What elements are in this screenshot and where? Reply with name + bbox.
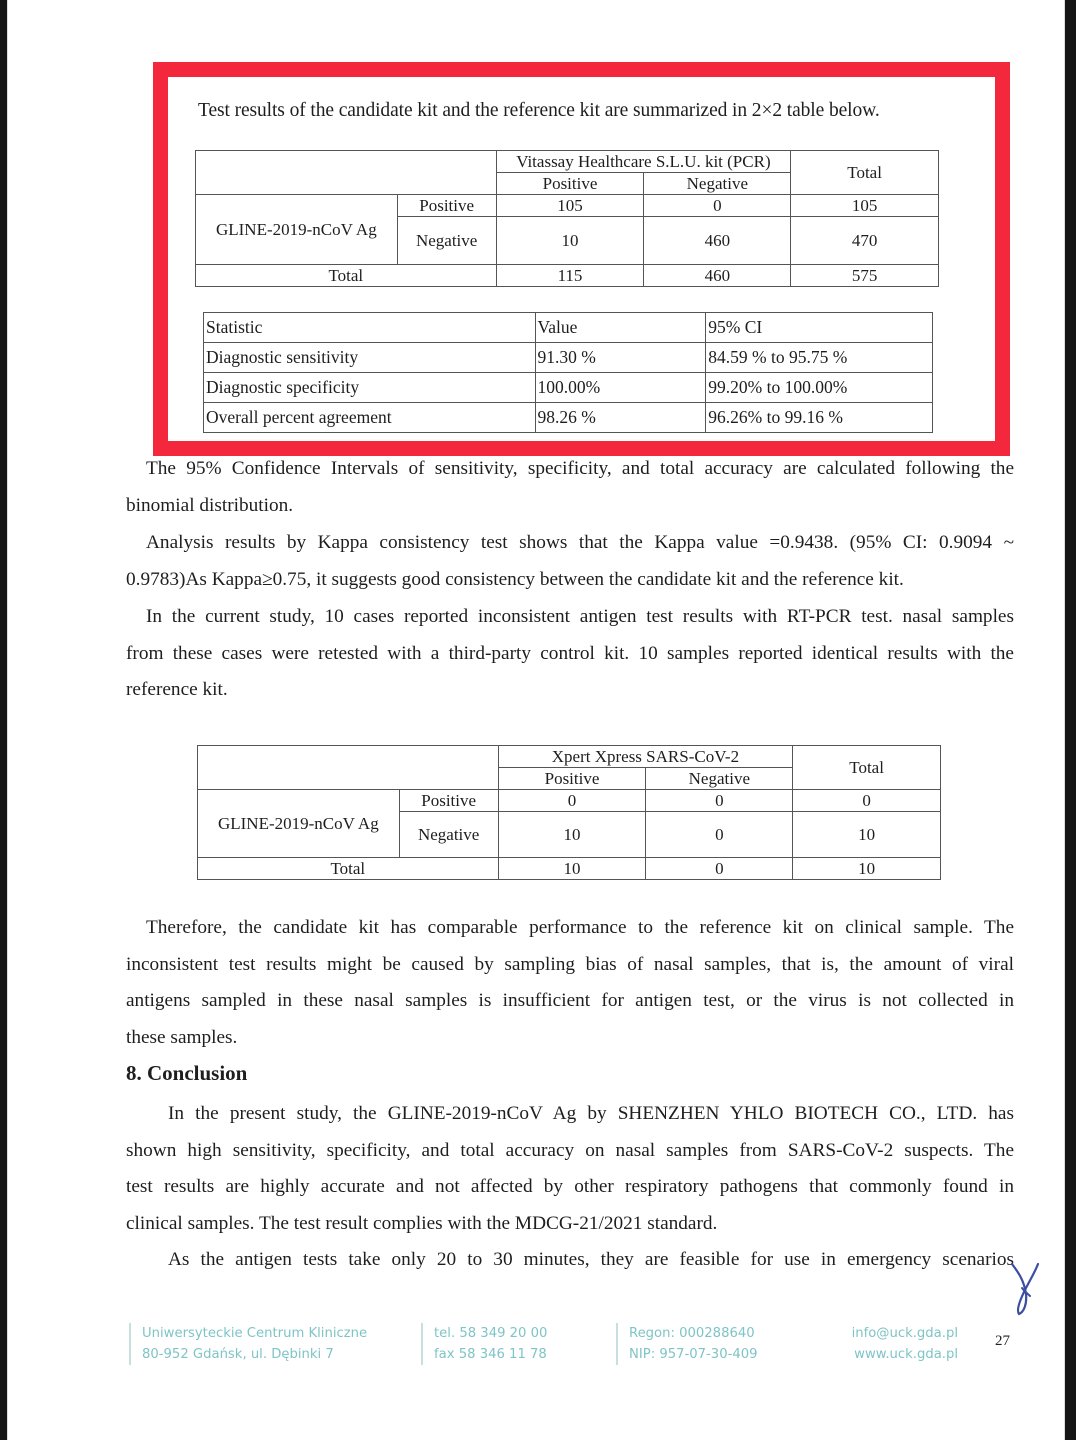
col-positive-header: Positive (496, 173, 644, 195)
text-line: clinical samples. The test result complies with the MDCG-21/2021 standard. (126, 1212, 718, 1234)
footer-fax: fax 58 346 11 78 (434, 1347, 547, 1362)
stats-header-statistic: Statistic (204, 313, 536, 343)
text-line: from these cases were retested with a third-party control kit. 10 samples reported identical results with the (126, 642, 1014, 664)
text-line: these samples. (126, 1026, 238, 1048)
paragraph-ci (126, 451, 1014, 524)
screen-edge-right (1065, 0, 1076, 1440)
cell-pos-neg: 0 (646, 790, 793, 812)
cell-pos-total: 0 (793, 790, 941, 812)
text-line: inconsistent test results might be caused by sampling bias of nasal samples, that is, the amount of viral (126, 953, 1014, 975)
page-edge-left (7, 0, 8, 1440)
stat-name: Overall percent agreement (204, 403, 536, 433)
row-total-label: Total (196, 265, 497, 287)
stat-value: 98.26 % (535, 403, 706, 433)
stats-header-row (204, 313, 933, 343)
page-number: 27 (995, 1333, 1010, 1349)
paragraph-therefore (126, 910, 1014, 1056)
text-line: shown high sensitivity, specificity, and total accuracy on nasal samples from SARS-CoV-2 suspects. The (126, 1139, 1014, 1161)
row-negative-label: Negative (397, 217, 496, 265)
reference-kit-header: Vitassay Healthcare S.L.U. kit (PCR) (496, 151, 791, 173)
text-line: binomial distribution. (126, 494, 294, 516)
statistics-table (203, 312, 933, 433)
cell-neg-total: 10 (793, 812, 941, 858)
cell-total-pos: 115 (496, 265, 644, 287)
stat-ci: 96.26% to 99.16 % (706, 403, 933, 433)
stat-value: 100.00% (535, 373, 706, 403)
text-line: test results are highly accurate and not affected by other respiratory pathogens that commonly found in (126, 1176, 1014, 1197)
empty-header-cell (196, 151, 497, 195)
stats-header-ci: 95% CI (706, 313, 933, 343)
cell-neg-total: 470 (791, 217, 939, 265)
text-line: Analysis results by Kappa consistency test shows that the Kappa value =0.9438. (95% CI: 0.9094 ~ (146, 532, 1014, 553)
text-line: reference kit. (126, 679, 228, 700)
col-negative-header: Negative (646, 768, 793, 790)
contingency-table-xpert (197, 745, 941, 880)
screen-edge-left (0, 0, 7, 1440)
footer-tel: tel. 58 349 20 00 (434, 1326, 548, 1341)
empty-header-cell (198, 746, 499, 790)
footer-email-link[interactable]: info@uck.gda.pl (851, 1326, 958, 1341)
table-row (204, 373, 933, 403)
footer-online (840, 1323, 958, 1365)
footer-contact (421, 1323, 547, 1365)
text-line: antigens sampled in these nasal samples is insufficient for antigen test, or the virus is not collected in (126, 990, 1014, 1011)
footer-registration (616, 1323, 758, 1365)
cell-total-pos: 10 (498, 858, 646, 880)
contingency-table-pcr (195, 150, 939, 287)
row-positive-label: Positive (399, 790, 498, 812)
row-negative-label: Negative (399, 812, 498, 858)
footer-org-name: Uniwersyteckie Centrum Kliniczne (142, 1326, 368, 1341)
text-line: As the antigen tests take only 20 to 30 minutes, they are feasible for use in emergency scenarios (168, 1249, 1014, 1270)
cell-neg-pos: 10 (496, 217, 644, 265)
stat-ci: 99.20% to 100.00% (706, 373, 933, 403)
table-row (204, 403, 933, 433)
col-positive-header: Positive (498, 768, 646, 790)
candidate-kit-label: GLINE-2019-nCoV Ag (196, 195, 398, 265)
text-line: In the current study, 10 cases reported inconsistent antigen test results with RT-PCR test. nasal samples (146, 606, 1014, 627)
cell-neg-neg: 0 (646, 812, 793, 858)
table-row (204, 343, 933, 373)
text-line: 0.9783)As Kappa≥0.75, it suggests good consistency between the candidate kit and the reference kit. (126, 568, 904, 590)
intro-text: Test results of the candidate kit and the reference kit are summarized in 2×2 table below. (198, 100, 880, 121)
cell-neg-pos: 10 (498, 812, 646, 858)
cell-total-neg: 460 (644, 265, 791, 287)
cell-pos-pos: 0 (498, 790, 646, 812)
handwritten-signature-icon (1008, 1258, 1042, 1318)
stat-value: 91.30 % (535, 343, 706, 373)
row-total-label: Total (198, 858, 499, 880)
cell-pos-pos: 105 (496, 195, 644, 217)
text-line: The 95% Confidence Intervals of sensitivity, specificity, and total accuracy are calculated following the (146, 458, 1014, 479)
stat-name: Diagnostic sensitivity (204, 343, 536, 373)
cell-pos-neg: 0 (644, 195, 791, 217)
candidate-kit-label: GLINE-2019-nCoV Ag (198, 790, 400, 858)
paragraph-conclusion (126, 1096, 1014, 1279)
paragraph-kappa (126, 525, 1014, 598)
text-line: Therefore, the candidate kit has comparable performance to the reference kit on clinical sample. The (146, 917, 1014, 938)
section-heading-conclusion: 8. Conclusion (126, 1061, 248, 1085)
cell-total-neg: 0 (646, 858, 793, 880)
paragraph-current-study (126, 599, 1014, 709)
total-header: Total (793, 746, 941, 790)
cell-pos-total: 105 (791, 195, 939, 217)
stat-ci: 84.59 % to 95.75 % (706, 343, 933, 373)
footer-org-address: 80-952 Gdańsk, ul. Dębinki 7 (142, 1347, 334, 1362)
cell-total-total: 10 (793, 858, 941, 880)
col-negative-header: Negative (644, 173, 791, 195)
total-header: Total (791, 151, 939, 195)
stat-name: Diagnostic specificity (204, 373, 536, 403)
footer-organization (129, 1323, 367, 1365)
footer-regon: Regon: 000288640 (629, 1326, 755, 1341)
cell-neg-neg: 460 (644, 217, 791, 265)
row-positive-label: Positive (397, 195, 496, 217)
footer-website-link[interactable]: www.uck.gda.pl (854, 1347, 958, 1362)
text-line: In the present study, the GLINE-2019-nCoV Ag by SHENZHEN YHLO BIOTECH CO., LTD. has (168, 1103, 1014, 1124)
footer-nip: NIP: 957-07-30-409 (629, 1347, 758, 1362)
page-edge-right (1064, 0, 1065, 1440)
reference-kit-header: Xpert Xpress SARS-CoV-2 (498, 746, 793, 768)
stats-header-value: Value (535, 313, 706, 343)
cell-total-total: 575 (791, 265, 939, 287)
